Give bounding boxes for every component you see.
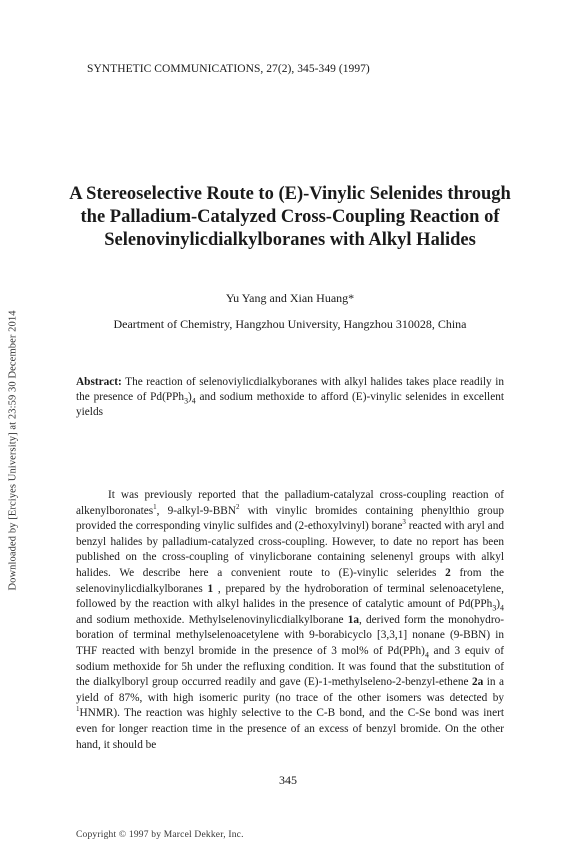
copyright-notice: Copyright © 1997 by Marcel Dekker, Inc. bbox=[76, 830, 244, 840]
reference-marker: 2 bbox=[236, 502, 240, 511]
page-number: 345 bbox=[279, 773, 297, 787]
body-text-run: reacted with aryl and benzyl halides by palladium-catalyzed cross-coupling. However, to date no report has been published on the cross-coupling of vinylicborane containing selenenyl groups with alkyl halides. We describe here a convenient route to (E)-vinylic selerides bbox=[76, 520, 504, 579]
body-text-run: , 9-alkyl-9-BBN bbox=[156, 504, 236, 517]
abstract-label: Abstract: bbox=[76, 376, 122, 388]
download-watermark-text: Downloaded by [Erciyes University] at 23:59 30 December 2014 bbox=[7, 309, 19, 591]
reference-marker: 1 bbox=[153, 502, 157, 511]
title-line: the Palladium-Catalyzed Cross-Coupling Reaction of bbox=[80, 207, 500, 227]
body-text-run: It was previously reported that the palladium-catalyzal cross-coupling reaction of alkenylboronates bbox=[76, 489, 504, 517]
body-text-run: , prepared by the hydroboration of terminal selenoacetylene, followed by the reaction with alkyl halides in the presence of catalytic amount of Pd(PPh bbox=[76, 582, 504, 611]
abstract-text: and sodium methoxide to afford (E)-vinylic selenides in excellent yields bbox=[76, 391, 504, 419]
download-watermark bbox=[6, 250, 20, 650]
body-text bbox=[76, 488, 504, 753]
subscript: 3 bbox=[492, 603, 497, 613]
subscript: 4 bbox=[500, 603, 504, 613]
title-line: Selenovinylicdialkylboranes with Alkyl Halides bbox=[104, 230, 476, 250]
paper-title bbox=[60, 183, 520, 252]
body-text-run: from the selenovinylicdialkylboranes bbox=[76, 566, 504, 595]
title-line: A Stereoselective Route to (E)-Vinylic Selenides through bbox=[69, 184, 511, 204]
authors: Yu Yang and Xian Huang* bbox=[225, 291, 355, 305]
affiliation: Deartment of Chemistry, Hangzhou University, Hangzhou 310028, China bbox=[113, 317, 467, 331]
body-text-run: HNMR). The reaction was highly selective to the C-B bond, and the C-Se bond was inert even for longer reaction time in the presence of an excess of benzyl bromide. On the other hand, it should be bbox=[76, 707, 504, 751]
superscript: 1 bbox=[76, 705, 80, 714]
reference-marker: 3 bbox=[402, 518, 406, 527]
body-text-run: and sodium methoxide. Methylselenovinylicdialkylborane bbox=[76, 613, 348, 626]
compound-number: 1a bbox=[347, 613, 360, 626]
abstract-text: ) bbox=[188, 391, 192, 404]
body-text-run: in a yield of 87%, with high isomeric purity (no trace of the other isomers was detected by bbox=[76, 676, 504, 704]
compound-number: 1 bbox=[207, 582, 214, 595]
subscript: 4 bbox=[424, 650, 429, 660]
journal-header: SYNTHETIC COMMUNICATIONS, 27(2), 345-349 (1997) bbox=[87, 63, 370, 75]
abstract bbox=[76, 375, 504, 421]
compound-number: 2 bbox=[445, 566, 451, 579]
body-text-run: ) bbox=[496, 598, 501, 611]
body-text-run: , derived form the monohydro-boration of terminal methylselenoacetylene with 9-borabicyclo [3,3,1] nonane (9-BBN) in THF reacted with benzyl bromide in the presence of 3 mol% of Pd(PPh) bbox=[76, 613, 504, 657]
body-text-run: with vinylic bromides containing phenylthio group provided the corresponding vinylic sulfides and (2-ethoxylvinyl) borane bbox=[76, 504, 504, 533]
body-text-run: and 3 equiv of sodium methoxide for 5h under the refluxing condition. It was found that the substitution of the dialkylboryl group occurred readily and gave (E)-1-methylseleno-2-benzyl-ethene bbox=[76, 644, 504, 689]
subscript: 3 bbox=[184, 396, 189, 406]
subscript: 4 bbox=[191, 396, 196, 406]
body-paragraph bbox=[76, 488, 504, 753]
abstract-text: The reaction of selenoviylicdialkyboranes with alkyl halides takes place readily in the presence of Pd(PPh bbox=[76, 376, 504, 404]
compound-number: 2a bbox=[471, 676, 484, 689]
